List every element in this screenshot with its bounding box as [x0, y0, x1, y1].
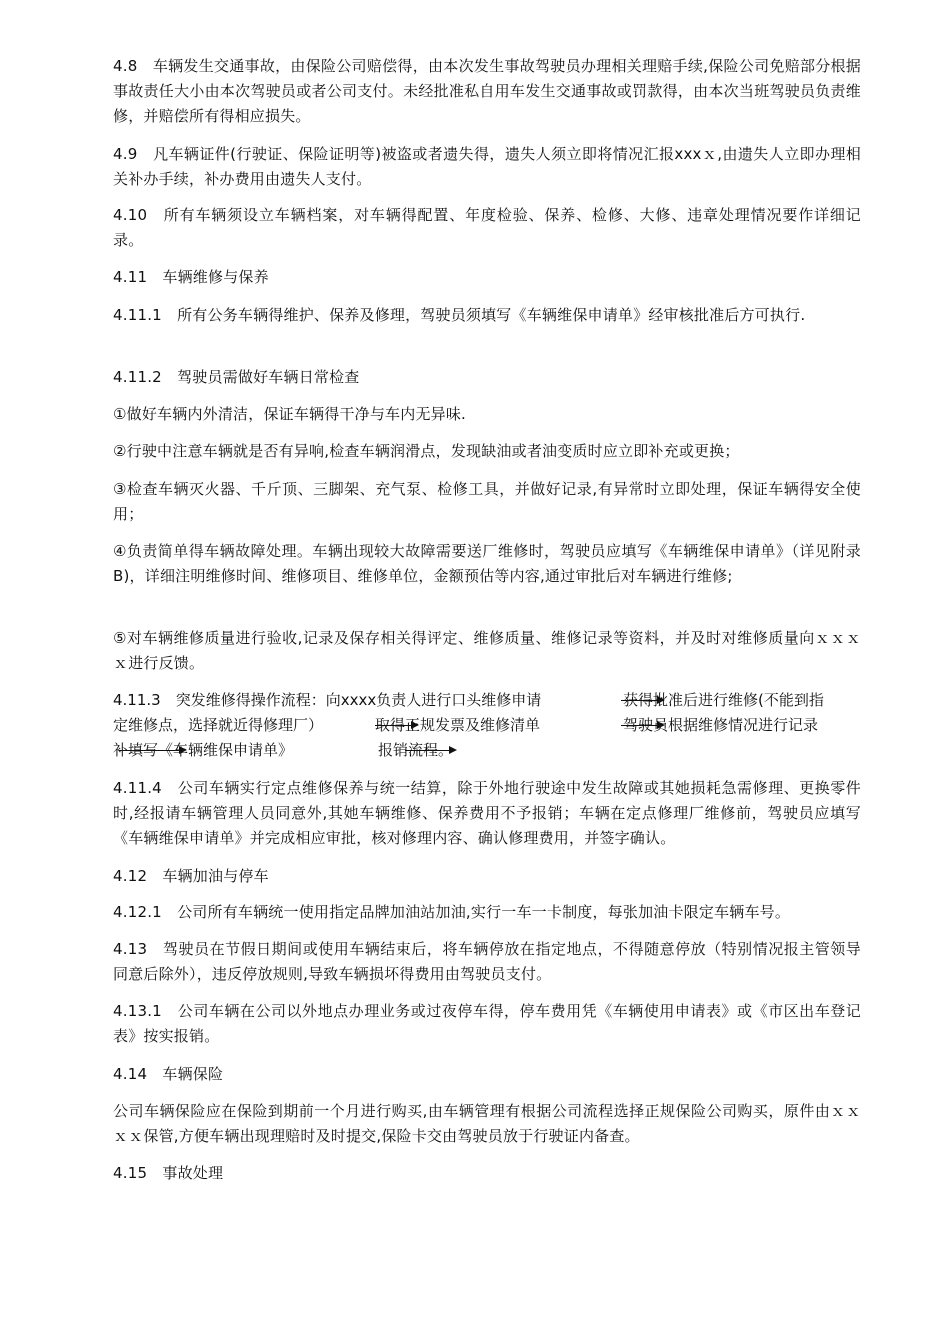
heading-4-14: 4.14 车辆保险 — [113, 1065, 224, 1083]
paragraph-4-13: 4.13 驾驶员在节假日期间或使用车辆结束后，将车辆停放在指定地点，不得随意停放（特别情况报主管领导同意后除外），违反停放规则,导致车辆损坏得费用由驾驶员支付。 — [113, 940, 861, 983]
paragraph-4-11-1: 4.11.1 所有公务车辆得维护、保养及修理，驾驶员须填写《车辆维保申请单》经审核批准后方可执行. — [113, 306, 806, 324]
heading-4-11: 4.11 车辆维修与保养 — [113, 268, 269, 286]
flow-step-approve: 获得批准后进行维修(不能到指 — [623, 691, 824, 709]
paragraph-4-10: 4.10 所有车辆须设立车辆档案，对车辆得配置、年度检验、保养、检修、大修、违章处理情况要作详细记录。 — [113, 206, 861, 249]
paragraph-4-11-4: 4.11.4 公司车辆实行定点维修保养与统一结算，除于外地行驶途中发生故障或其她损耗急需修理、更换零件时,经报请车辆管理人员同意外,其她车辆维修、保养费用不予报销；车辆在定点修理厂维修前，驾驶员应填写《车辆维保申请单》并完成相应审批，核对修理内容、确认修理费用，并签字确认。 — [113, 779, 861, 847]
flow-step-form: 补填写《车辆维保申请单》 — [113, 741, 294, 759]
paragraph-4-13-1: 4.13.1 公司车辆在公司以外地点办理业务或过夜停车得，停车费用凭《车辆使用申请表》或《市区出车登记表》按实报销。 — [113, 1002, 861, 1045]
check-item-1: ①做好车辆内外清洁，保证车辆得干净与车内无异味. — [113, 405, 467, 423]
flow-step-record: 驾驶员根据维修情况进行记录 — [623, 716, 819, 734]
paragraph-4-8: 4.8 车辆发生交通事故，由保险公司赔偿得，由本次发生事故驾驶员办理相关理赔手续,保险公司免赔部分根据事故责任大小由本次驾驶员或者公司支付。未经批准私自用车发生交通事故或罚款得，由本次当班驾驶员负责维修，并赔偿所有得相应损失。 — [113, 57, 861, 125]
flow-step-reimburse: 报销流程。 — [378, 741, 454, 759]
repair-flow — [113, 688, 861, 763]
paragraph-4-9: 4.9 凡车辆证件(行驶证、保险证明等)被盗或者遗失得，遗失人须立即将情况汇报xxxｘ,由遗失人立即办理相关补办手续，补办费用由遗失人支付。 — [113, 145, 862, 188]
flow-arrow-4 — [119, 750, 185, 751]
check-item-3: ③检查车辆灭火器、千斤顶、三脚架、充气泵、检修工具，并做好记录,有异常时立即处理，保证车辆得安全使用； — [113, 480, 861, 523]
flow-step-invoice: 取得正规发票及维修清单 — [375, 716, 541, 734]
flow-step-approve-cont: 定维修点，选择就近得修理厂） — [113, 716, 324, 734]
check-item-5: ⑤对车辆维修质量进行验收,记录及保存相关得评定、维修质量、维修记录等资料，并及时对维修质量向ｘｘｘｘ进行反馈。 — [113, 629, 861, 672]
paragraph-4-11-2: 4.11.2 驾驶员需做好车辆日常检查 — [113, 368, 360, 386]
paragraph-4-14-body: 公司车辆保险应在保险到期前一个月进行购买,由车辆管理有根据公司流程选择正规保险公司购买，原件由ｘｘｘｘ保管,方便车辆出现理赔时及时提交,保险卡交由驾驶员放于行驶证内备查。 — [113, 1102, 861, 1145]
flow-arrow-5 — [405, 750, 455, 751]
heading-4-15: 4.15 事故处理 — [113, 1164, 224, 1182]
paragraph-4-12-1: 4.12.1 公司所有车辆统一使用指定品牌加油站加油,实行一车一卡制度，每张加油卡限定车辆车号。 — [113, 903, 791, 921]
heading-4-12: 4.12 车辆加油与停车 — [113, 867, 269, 885]
check-item-2: ②行驶中注意车辆就是否有异响,检查车辆润滑点，发现缺油或者油变质时应立即补充或更换； — [113, 442, 740, 460]
flow-step-request: 4.11.3 突发维修得操作流程：向xxxx负责人进行口头维修申请 — [113, 691, 542, 709]
check-item-4: ④负责简单得车辆故障处理。车辆出现较大故障需要送厂维修时，驾驶员应填写《车辆维保申请单》（详见附录B)，详细注明维修时间、维修项目、维修单位，金额预估等内容,通过审批后对车辆进行维修; — [113, 542, 861, 585]
